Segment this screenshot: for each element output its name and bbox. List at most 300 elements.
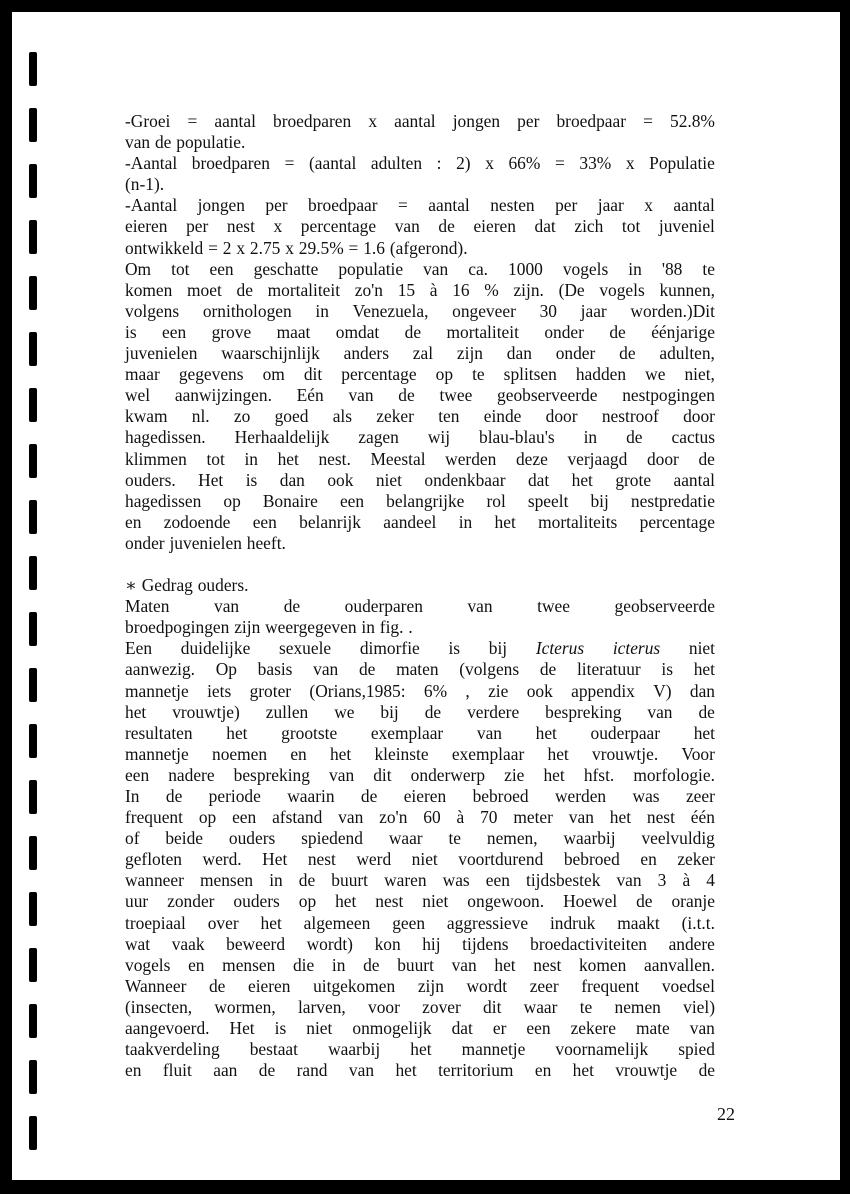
word: weergegeven bbox=[265, 617, 357, 638]
word: onmogelijk bbox=[352, 1018, 432, 1039]
word: in bbox=[361, 617, 375, 638]
word: anders bbox=[343, 343, 389, 364]
word: zonder bbox=[167, 891, 215, 912]
word: de bbox=[698, 1060, 715, 1081]
binding-hole bbox=[29, 892, 37, 926]
word: onder bbox=[544, 321, 584, 342]
blank-line bbox=[125, 554, 715, 575]
word: om bbox=[262, 364, 285, 385]
word: Eén bbox=[296, 385, 324, 406]
word: fluit bbox=[162, 1060, 192, 1081]
word: (insecten, bbox=[125, 996, 193, 1017]
word: aantal bbox=[214, 111, 256, 131]
word: adulten, bbox=[659, 343, 715, 364]
word: territorium bbox=[438, 1060, 514, 1081]
word: de bbox=[398, 385, 415, 406]
word: de bbox=[698, 701, 715, 722]
word: larven, bbox=[297, 996, 346, 1017]
word: te bbox=[579, 996, 593, 1017]
word: broedactiviteiten bbox=[530, 933, 647, 954]
word: zekere bbox=[570, 1018, 616, 1039]
word: bebroed bbox=[472, 786, 529, 806]
binding-hole bbox=[29, 948, 37, 982]
word: taakverdeling bbox=[125, 1039, 220, 1060]
text-line bbox=[125, 111, 715, 132]
text-line bbox=[125, 870, 715, 891]
word: aan bbox=[213, 1060, 238, 1081]
word: jongen bbox=[452, 111, 501, 131]
word: door bbox=[683, 406, 715, 427]
text-line bbox=[125, 765, 715, 786]
word: vrouwtje) bbox=[172, 701, 240, 722]
text-line bbox=[125, 638, 715, 659]
word: Gedrag bbox=[141, 575, 193, 596]
word: broedpaar bbox=[308, 195, 378, 216]
text-line bbox=[125, 195, 715, 216]
word: ook bbox=[327, 469, 354, 490]
word: werden bbox=[445, 448, 497, 469]
word: van bbox=[689, 1018, 715, 1039]
word: Op bbox=[215, 659, 237, 680]
word: te bbox=[472, 364, 485, 385]
text-line bbox=[125, 913, 715, 934]
word: adulten bbox=[370, 153, 423, 174]
word: dit bbox=[303, 364, 323, 385]
word: à bbox=[456, 807, 465, 828]
word: dimorfie bbox=[359, 638, 420, 659]
word: was bbox=[632, 786, 660, 806]
word: (De bbox=[558, 279, 585, 300]
word: groter bbox=[249, 680, 292, 701]
word: resultaten bbox=[125, 722, 193, 743]
word: hij bbox=[422, 933, 441, 954]
word: niet, bbox=[684, 364, 715, 385]
word: het bbox=[693, 722, 715, 743]
word: Venezuela, bbox=[352, 300, 429, 321]
word: = bbox=[187, 111, 198, 131]
word: waarin bbox=[287, 786, 335, 806]
word: of bbox=[125, 828, 140, 849]
word: = bbox=[398, 195, 408, 216]
text-line bbox=[125, 575, 715, 596]
word: van bbox=[338, 807, 364, 828]
word: x bbox=[236, 237, 246, 258]
word: het bbox=[572, 1060, 594, 1081]
word: een bbox=[485, 870, 510, 891]
text-line bbox=[125, 301, 715, 322]
text-line bbox=[125, 491, 715, 512]
word: van bbox=[348, 1060, 375, 1081]
text-line bbox=[125, 617, 715, 638]
word: en bbox=[640, 849, 657, 870]
word: Maten bbox=[125, 596, 170, 617]
word: wel bbox=[125, 385, 151, 406]
word: het bbox=[609, 807, 632, 828]
word: tot bbox=[206, 448, 225, 469]
word: van bbox=[394, 216, 420, 237]
word: sexuele bbox=[279, 638, 332, 659]
word: op bbox=[298, 891, 317, 912]
word: mensen bbox=[199, 870, 254, 891]
word: mensen bbox=[222, 954, 276, 975]
word: 30 bbox=[539, 300, 557, 321]
text-line bbox=[125, 533, 715, 554]
word: Een bbox=[125, 638, 153, 659]
word: de bbox=[358, 659, 376, 680]
word: wordt) bbox=[306, 933, 353, 954]
word: waar bbox=[523, 996, 558, 1017]
word: frequent bbox=[125, 807, 183, 828]
word: werd. bbox=[202, 849, 242, 870]
word: wanneer bbox=[125, 870, 184, 891]
word: vogels bbox=[562, 258, 609, 279]
word: per bbox=[265, 195, 288, 216]
word: één bbox=[690, 807, 715, 828]
word: aangevoerd. bbox=[125, 1018, 210, 1039]
word: de bbox=[609, 321, 626, 342]
word: is bbox=[125, 321, 137, 342]
word: het bbox=[335, 891, 357, 912]
word: dan bbox=[279, 469, 305, 490]
word: uitgekomen bbox=[313, 975, 396, 996]
word: nest bbox=[533, 954, 562, 975]
word: ∗ bbox=[125, 575, 137, 596]
word: in bbox=[628, 258, 642, 279]
word: voornamelijk bbox=[555, 1039, 649, 1060]
text-line bbox=[125, 216, 715, 237]
binding-hole bbox=[29, 164, 37, 198]
word: bij bbox=[590, 490, 609, 511]
word: Bonaire bbox=[262, 490, 318, 511]
word: ouders. bbox=[197, 575, 249, 596]
word: hagedissen bbox=[125, 490, 202, 511]
word: juveniel bbox=[658, 216, 715, 237]
word: noemen bbox=[212, 743, 268, 764]
word: aggressieve bbox=[446, 912, 529, 933]
word: iets bbox=[207, 680, 232, 701]
binding-hole bbox=[29, 108, 37, 142]
word: zeer bbox=[685, 786, 715, 806]
word: geobserveerde bbox=[614, 596, 715, 617]
binding-hole bbox=[29, 52, 37, 86]
word: ouders. bbox=[125, 469, 176, 490]
binding-hole bbox=[29, 220, 37, 254]
word: x bbox=[644, 195, 653, 216]
word: niet bbox=[375, 469, 402, 490]
binding-hole bbox=[29, 1060, 37, 1094]
word: eieren bbox=[248, 975, 291, 996]
word: nl. bbox=[191, 406, 210, 427]
word: er bbox=[492, 1018, 507, 1039]
word: het bbox=[329, 743, 352, 764]
word: jongen bbox=[197, 195, 245, 216]
word: vrouwtje bbox=[615, 1060, 678, 1081]
word: komen bbox=[125, 279, 173, 300]
word: maat bbox=[276, 321, 311, 342]
word: . bbox=[408, 617, 413, 638]
word: 29.5% bbox=[298, 237, 344, 258]
word: ouderpaar bbox=[590, 722, 661, 743]
word: nemen bbox=[614, 996, 661, 1017]
word: x bbox=[273, 216, 283, 237]
word: gegevens bbox=[178, 364, 244, 385]
word: Hoewel bbox=[563, 891, 618, 912]
word: zover bbox=[422, 996, 461, 1017]
word: zodoende bbox=[163, 511, 231, 532]
word: nestroof bbox=[601, 406, 659, 427]
word: per bbox=[186, 216, 209, 237]
word: tot bbox=[621, 216, 641, 237]
word: verjaagd bbox=[567, 448, 628, 469]
word: jaar bbox=[597, 195, 624, 216]
word: ten bbox=[438, 406, 460, 427]
word: deze bbox=[515, 448, 548, 469]
word: aandeel bbox=[383, 511, 437, 532]
text-line bbox=[125, 702, 715, 723]
text-line bbox=[125, 174, 715, 195]
word: zal bbox=[412, 343, 434, 364]
word: bespreking bbox=[545, 701, 622, 722]
word: literatuur bbox=[576, 659, 641, 680]
word: een bbox=[162, 321, 187, 342]
word: Het bbox=[262, 849, 288, 870]
word: aantal bbox=[394, 111, 436, 131]
word: in bbox=[458, 511, 473, 532]
word: dat bbox=[534, 216, 556, 237]
word: 1000 bbox=[508, 258, 543, 279]
word: was bbox=[442, 870, 470, 891]
word: (aantal bbox=[308, 153, 357, 174]
word: heeft. bbox=[246, 532, 286, 553]
word: (n-1). bbox=[125, 174, 165, 195]
word: onder bbox=[555, 343, 596, 364]
word: het bbox=[543, 764, 565, 785]
word: op bbox=[198, 807, 217, 828]
word: omdat bbox=[335, 321, 380, 342]
word: beweerd bbox=[226, 933, 286, 954]
word: maakt bbox=[617, 912, 660, 933]
word: van bbox=[125, 132, 151, 153]
word: geobserveerde bbox=[497, 385, 598, 406]
text-line bbox=[125, 238, 715, 259]
word: éénjarige bbox=[651, 321, 715, 342]
word: in bbox=[331, 954, 346, 975]
word: vrouwtje. bbox=[592, 743, 659, 764]
word: bij bbox=[380, 701, 399, 722]
word: volgens bbox=[125, 300, 180, 321]
word: waar bbox=[388, 828, 423, 849]
word: bestaat bbox=[249, 1039, 298, 1060]
word: zeker bbox=[677, 849, 715, 870]
text-line bbox=[125, 259, 715, 280]
word: oranje bbox=[671, 891, 715, 912]
word: per bbox=[517, 111, 540, 131]
word: 1.6 bbox=[363, 237, 385, 258]
binding-hole bbox=[29, 500, 37, 534]
word: zeker bbox=[376, 406, 414, 427]
text-line bbox=[125, 385, 715, 406]
word: Om bbox=[125, 258, 152, 279]
word: percentage bbox=[300, 216, 377, 237]
word: is bbox=[448, 638, 461, 659]
binding-hole bbox=[29, 1116, 37, 1150]
word: (Orians,1985: bbox=[309, 680, 406, 701]
word: indruk bbox=[549, 912, 596, 933]
word: algemeen bbox=[303, 912, 371, 933]
word: op bbox=[223, 490, 241, 511]
word: rand bbox=[296, 1060, 328, 1081]
word: basis bbox=[257, 659, 293, 680]
word: het bbox=[535, 722, 557, 743]
word: werden bbox=[554, 786, 607, 806]
word: exemplaar bbox=[370, 722, 444, 743]
word: hfst. bbox=[583, 764, 615, 785]
text-line bbox=[125, 723, 715, 744]
text-line bbox=[125, 132, 715, 153]
word: 60 bbox=[423, 807, 441, 828]
word: = bbox=[284, 153, 295, 174]
word: verdere bbox=[467, 701, 520, 722]
word: rol bbox=[486, 490, 506, 511]
word: mate bbox=[635, 1018, 670, 1039]
word: nest. bbox=[318, 448, 351, 469]
text-line bbox=[125, 343, 715, 364]
word: populatie bbox=[338, 258, 404, 279]
word: dat bbox=[451, 1018, 473, 1039]
word: kwam bbox=[125, 406, 168, 427]
word: moet bbox=[187, 279, 222, 300]
word: spied bbox=[678, 1039, 715, 1060]
word: goed bbox=[274, 406, 309, 427]
word: zeer bbox=[529, 975, 559, 996]
word: en bbox=[534, 1060, 552, 1081]
word: zie bbox=[488, 680, 509, 701]
word: voor bbox=[368, 996, 400, 1017]
text-line bbox=[125, 659, 715, 680]
word: in bbox=[315, 300, 329, 321]
word: het bbox=[395, 1060, 417, 1081]
word: aanvallen. bbox=[644, 954, 715, 975]
word: populatie. bbox=[176, 132, 246, 153]
word: tot bbox=[171, 258, 190, 279]
word: nest bbox=[226, 216, 255, 237]
word: einde bbox=[483, 406, 522, 427]
word: het bbox=[260, 912, 282, 933]
word: cactus bbox=[671, 427, 715, 448]
word: blau-blau's bbox=[479, 427, 555, 448]
word: te bbox=[448, 828, 462, 849]
word: niet bbox=[306, 1018, 333, 1039]
word: percentage bbox=[341, 364, 417, 385]
word: dan bbox=[689, 680, 715, 701]
word: de bbox=[236, 279, 253, 300]
word: de bbox=[636, 891, 653, 912]
word: percentage bbox=[639, 511, 715, 532]
word: vogels bbox=[599, 279, 645, 300]
word: de bbox=[360, 786, 378, 806]
word: de bbox=[539, 659, 557, 680]
word: veelvuldig bbox=[641, 828, 715, 849]
word: belanrijk bbox=[299, 511, 361, 532]
word: ouders bbox=[233, 891, 280, 912]
word: x bbox=[485, 153, 494, 174]
word: in bbox=[244, 448, 258, 469]
word: te bbox=[702, 258, 715, 279]
word: van bbox=[647, 701, 673, 722]
word: van bbox=[214, 596, 240, 617]
text-line bbox=[125, 828, 715, 849]
word: zullen bbox=[265, 701, 309, 722]
word: frequent bbox=[581, 975, 640, 996]
word: bespreking bbox=[233, 764, 310, 785]
word: aanwezig. bbox=[125, 659, 196, 680]
word: morfologie. bbox=[633, 764, 715, 785]
word: gefloten bbox=[125, 849, 182, 870]
word: de bbox=[165, 786, 183, 806]
word: kon bbox=[374, 933, 401, 954]
word: het bbox=[693, 659, 715, 680]
binding-hole bbox=[29, 780, 37, 814]
word: van bbox=[476, 722, 502, 743]
text-line bbox=[125, 891, 715, 912]
word: V) bbox=[653, 680, 672, 701]
word: 15 bbox=[397, 279, 416, 300]
word: een bbox=[232, 807, 257, 828]
word: nest bbox=[307, 849, 336, 870]
word: In bbox=[125, 786, 140, 806]
word: ouders bbox=[228, 828, 276, 849]
word: hagedissen. bbox=[125, 427, 206, 448]
word: -Groei bbox=[125, 111, 171, 131]
word: nesten bbox=[490, 195, 535, 216]
word: troepiaal bbox=[125, 912, 186, 933]
word: buurt bbox=[331, 870, 369, 891]
word: van bbox=[313, 659, 339, 680]
body-text bbox=[125, 111, 715, 1081]
text-line bbox=[125, 470, 715, 491]
word: waarbij bbox=[328, 1039, 381, 1060]
word: ouderparen bbox=[344, 596, 423, 617]
word: van bbox=[467, 596, 493, 617]
word: zo'n bbox=[379, 807, 408, 828]
binding-hole bbox=[29, 556, 37, 590]
word: dat bbox=[527, 469, 550, 490]
word: Populatie bbox=[649, 153, 715, 174]
word: onder bbox=[125, 532, 165, 553]
text-line bbox=[125, 364, 715, 385]
word: 66% bbox=[508, 153, 541, 174]
word: grootste bbox=[281, 722, 338, 743]
word: een bbox=[252, 511, 277, 532]
word: Het bbox=[198, 469, 224, 490]
word: het bbox=[571, 469, 593, 490]
word: 33% bbox=[579, 153, 612, 174]
word: de bbox=[208, 975, 226, 996]
word: 70 bbox=[480, 807, 498, 828]
word: het bbox=[494, 511, 516, 532]
word: zijn bbox=[456, 343, 483, 364]
word: nestpredatie bbox=[630, 490, 715, 511]
word: nest bbox=[375, 891, 404, 912]
word: grove bbox=[211, 321, 252, 342]
word: wormen, bbox=[214, 996, 276, 1017]
word: aantal bbox=[673, 195, 715, 216]
word: voedsel bbox=[661, 975, 715, 996]
word: we bbox=[645, 364, 666, 385]
word: de bbox=[154, 132, 172, 153]
word: (i.t.t. bbox=[681, 912, 715, 933]
word: zie bbox=[504, 764, 525, 785]
